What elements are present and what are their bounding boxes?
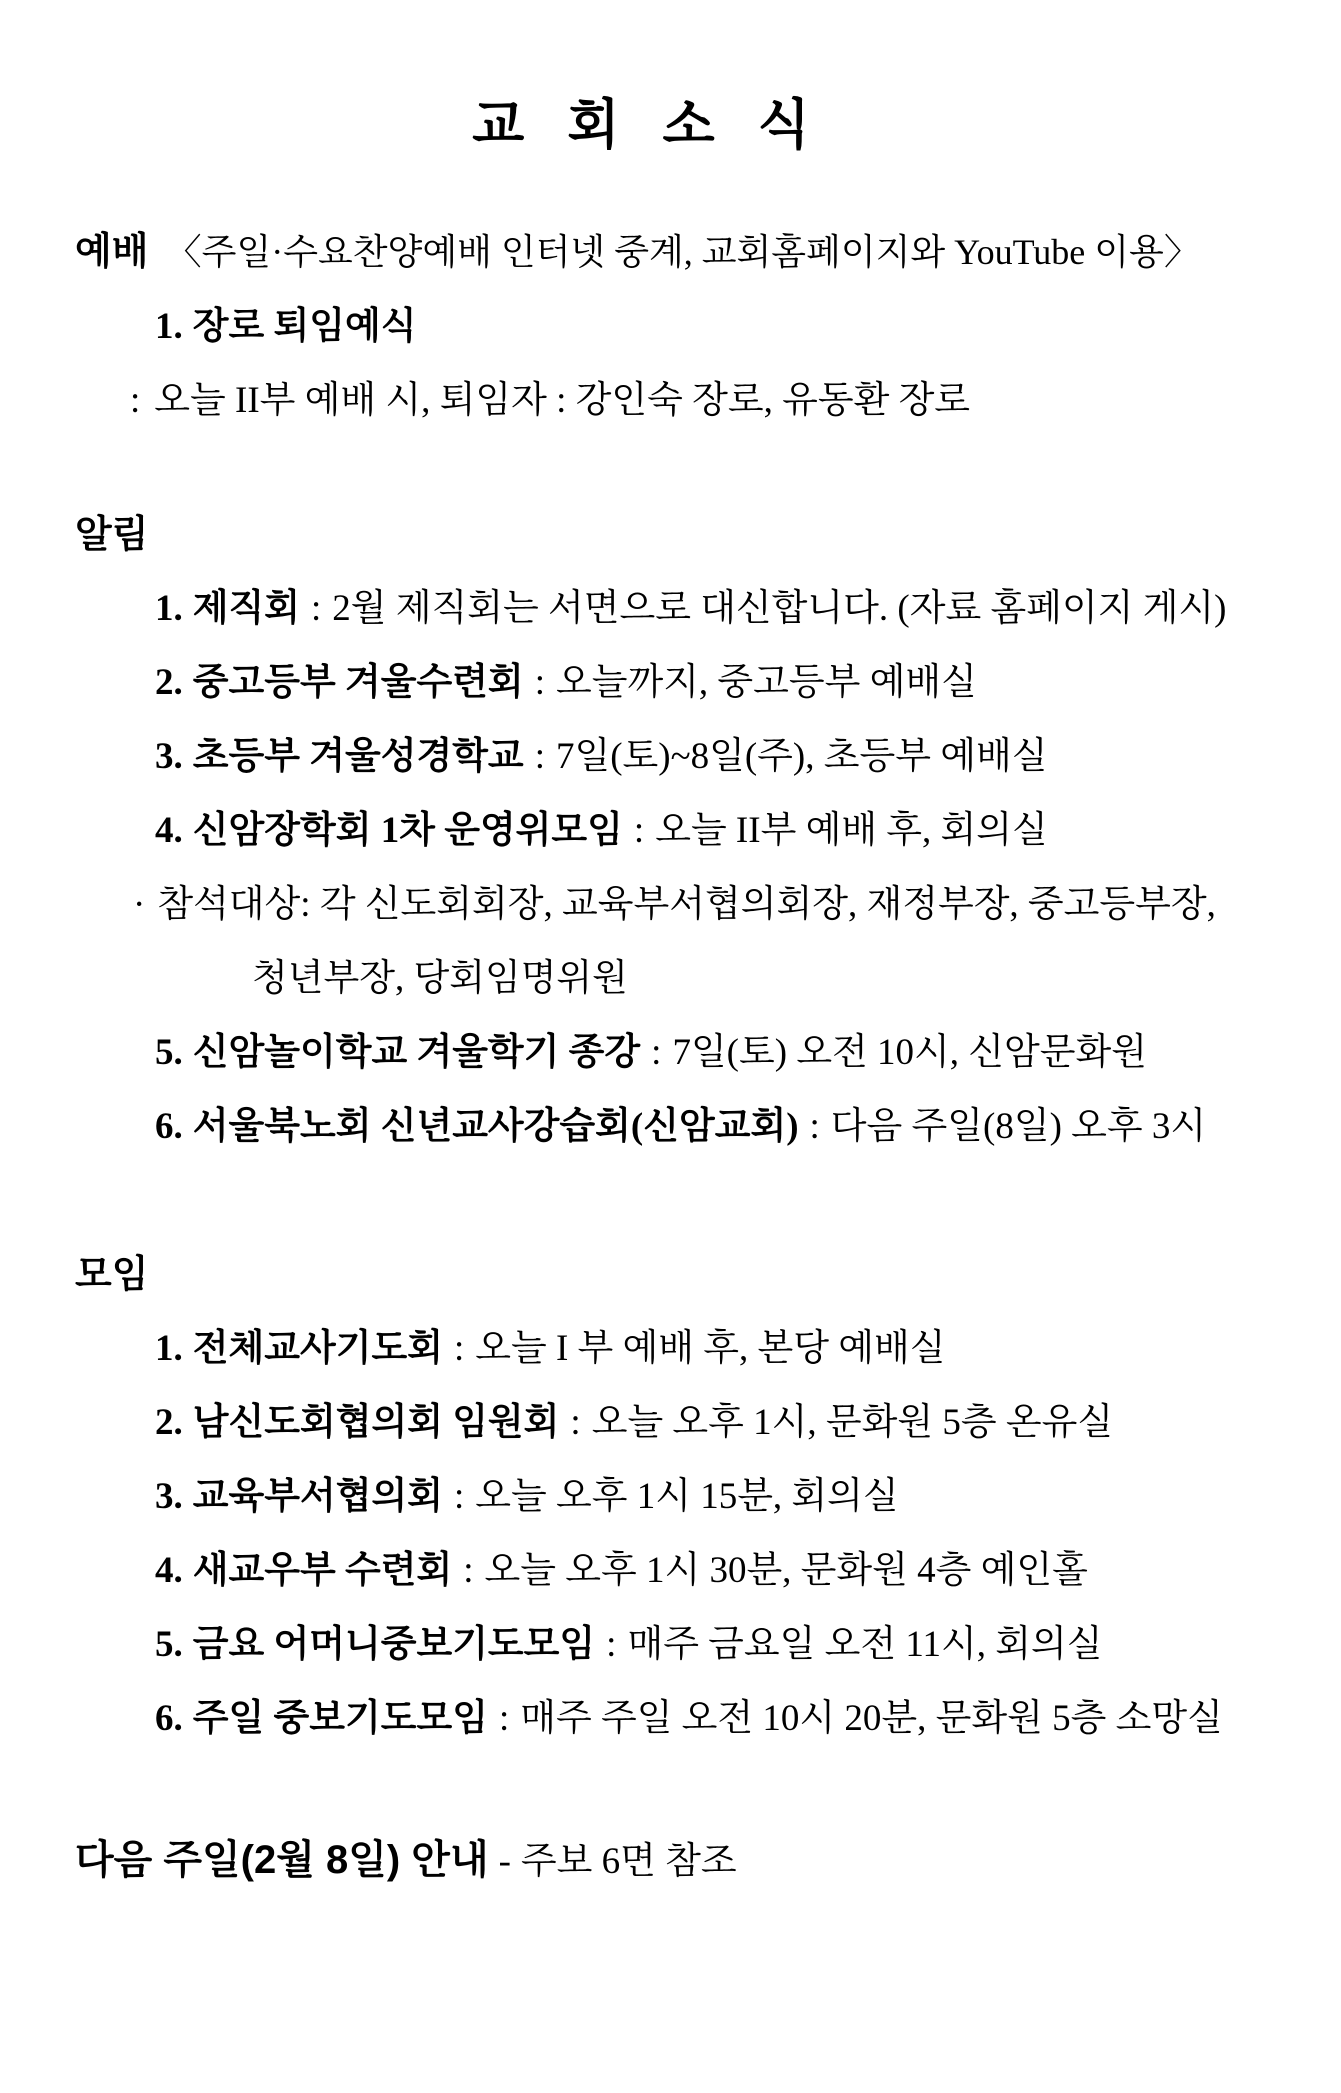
meeting-item <box>75 1534 1301 1608</box>
item-separator: : <box>453 1476 465 1517</box>
item-title: 서울북노회 신년교사강습회(신암교회) <box>192 1106 799 1147</box>
notice-attendees-line2 <box>75 942 1301 1016</box>
item-title: 신암장학회 1차 운영위모임 <box>192 810 623 851</box>
item-number: 5. <box>155 1032 183 1073</box>
notice-item <box>75 1090 1301 1164</box>
meeting-item <box>75 1608 1301 1682</box>
worship-note: 〈주일·수요찬양예배 인터넷 중계, 교회홈페이지와 YouTube 이용〉 <box>165 232 1200 272</box>
item-detail: 오늘 오후 1시, 문화원 5층 온유실 <box>591 1402 1114 1443</box>
item-number: 6. <box>155 1698 183 1739</box>
detail-prefix: : <box>130 380 141 421</box>
worship-item-number: 1. <box>155 306 183 347</box>
notice-attendees-line1 <box>75 868 1301 942</box>
next-sunday-label: 다음 주일(2월 8일) 안내 <box>75 1838 489 1882</box>
meetings-heading: 모임 <box>75 1254 149 1296</box>
item-detail: 7일(토) 오전 10시, 신암문화원 <box>672 1032 1147 1073</box>
attendees-text: 각 신도회회장, 교육부서협의회장, 재정부장, 중고등부장, <box>319 884 1216 925</box>
worship-section-header <box>75 215 1301 290</box>
item-title: 신암놀이학교 겨울학기 종강 <box>192 1032 641 1073</box>
item-number: 4. <box>155 810 183 851</box>
item-separator: : <box>809 1106 820 1147</box>
attendees-text: 청년부장, 당회임명위원 <box>252 958 628 999</box>
item-separator: : <box>633 810 645 851</box>
item-separator: : <box>534 736 545 777</box>
section-gap <box>75 1756 1301 1823</box>
notice-item <box>75 720 1301 794</box>
notice-item <box>75 572 1301 646</box>
footer-dash: - <box>498 1841 511 1882</box>
worship-item-detail <box>75 364 1301 438</box>
meeting-item <box>75 1386 1301 1460</box>
item-title: 중고등부 겨울수련회 <box>192 662 524 703</box>
item-number: 2. <box>155 662 183 703</box>
notice-item <box>75 1016 1301 1090</box>
item-separator: : <box>498 1698 510 1739</box>
item-title: 교육부서협의회 <box>192 1476 443 1517</box>
item-detail: 오늘 오후 1시 15분, 회의실 <box>475 1476 899 1517</box>
item-title: 주일 중보기도모임 <box>192 1698 488 1739</box>
item-detail: 매주 금요일 오전 11시, 회의실 <box>627 1624 1103 1665</box>
bullet-dot: · <box>133 884 146 925</box>
page-title: 교 회 소 식 <box>472 95 824 155</box>
item-number: 2. <box>155 1402 183 1443</box>
next-sunday-reference: 주보 6면 참조 <box>520 1841 737 1882</box>
item-number: 1. <box>155 588 183 629</box>
item-number: 5. <box>155 1624 183 1665</box>
attendees-label: 참석대상: <box>157 884 311 925</box>
meeting-item <box>75 1312 1301 1386</box>
item-separator: : <box>310 588 322 629</box>
item-title: 금요 어머니중보기도모임 <box>192 1624 596 1665</box>
item-detail: 오늘 I 부 예배 후, 본당 예배실 <box>475 1328 946 1369</box>
worship-heading: 예배 <box>75 231 149 273</box>
item-number: 6. <box>155 1106 183 1147</box>
item-detail: 오늘 II부 예배 후, 회의실 <box>655 810 1048 851</box>
item-title: 초등부 겨울성경학교 <box>192 736 524 777</box>
item-title: 남신도회협의회 임원회 <box>192 1402 560 1443</box>
notices-heading: 알림 <box>75 514 149 556</box>
notice-item <box>75 646 1301 720</box>
item-separator: : <box>534 662 545 703</box>
item-number: 4. <box>155 1550 183 1591</box>
item-detail: 다음 주일(8일) 오후 3시 <box>830 1106 1207 1147</box>
item-detail: 오늘 오후 1시 30분, 문화원 4층 예인홀 <box>484 1550 1088 1591</box>
item-separator: : <box>463 1550 474 1591</box>
item-separator: : <box>606 1624 617 1665</box>
item-number: 1. <box>155 1328 183 1369</box>
section-gap <box>75 438 1301 498</box>
worship-item-title: 장로 퇴임예식 <box>192 306 417 347</box>
item-detail: 7일(토)~8일(주), 초등부 예배실 <box>555 736 1048 777</box>
item-title: 새교우부 수련회 <box>192 1550 453 1591</box>
detail-text: 오늘 II부 예배 시, 퇴임자 : 강인숙 장로, 유동환 장로 <box>154 380 971 421</box>
meeting-item <box>75 1682 1301 1756</box>
worship-item <box>75 290 1301 364</box>
item-title: 제직회 <box>192 588 300 629</box>
item-number: 3. <box>155 736 183 777</box>
item-separator: : <box>570 1402 581 1443</box>
notice-item <box>75 794 1301 868</box>
item-detail: 오늘까지, 중고등부 예배실 <box>555 662 977 703</box>
item-detail: 2월 제직회는 서면으로 대신합니다. (자료 홈페이지 게시) <box>332 588 1227 629</box>
item-detail: 매주 주일 오전 10시 20분, 문화원 5층 소망실 <box>520 1698 1223 1739</box>
meeting-item <box>75 1460 1301 1534</box>
item-title: 전체교사기도회 <box>192 1328 443 1369</box>
item-separator: : <box>453 1328 465 1369</box>
section-gap <box>75 1164 1301 1238</box>
item-separator: : <box>651 1032 662 1073</box>
next-sunday-info <box>75 1823 1301 1899</box>
item-number: 3. <box>155 1476 183 1517</box>
